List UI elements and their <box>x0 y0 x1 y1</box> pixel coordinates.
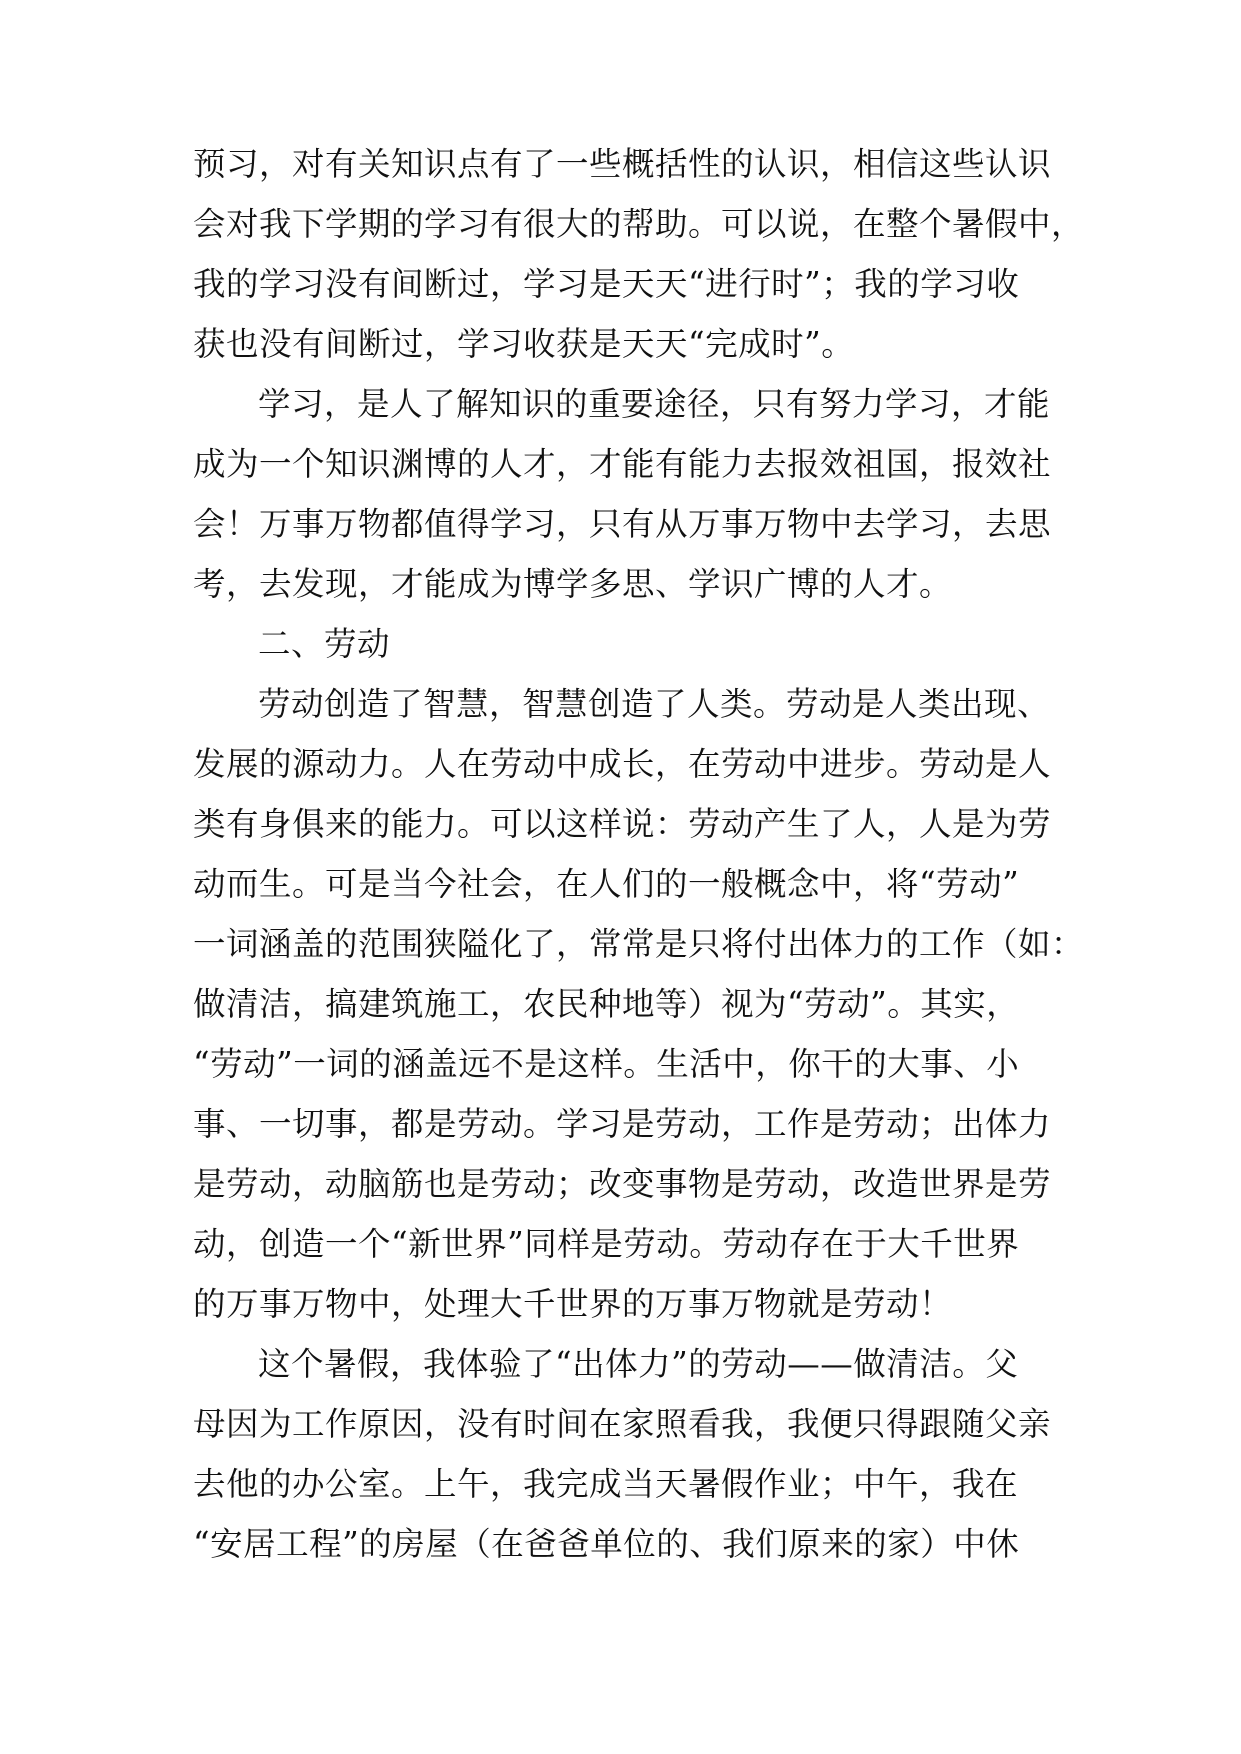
text-line: 预习，对有关知识点有了一些概括性的认识，相信这些认识 <box>193 145 1052 183</box>
text-line: 动，创造一个“新世界”同样是劳动。劳动存在于大千世界 <box>193 1225 1020 1263</box>
text-line: 考，去发现，才能成为博学多思、学识广博的人才。 <box>193 565 953 603</box>
text-line: 去他的办公室。上午，我完成当天暑假作业；中午，我在 <box>193 1465 1019 1503</box>
text-line: 会对我下学期的学习有很大的帮助。可以说，在整个暑假中， <box>193 205 1085 243</box>
text-line: “安居工程”的房屋（在爸爸单位的、我们原来的家）中休 <box>193 1525 1020 1563</box>
text-line: 学习，是人了解知识的重要途径，只有努力学习，才能 <box>258 385 1051 423</box>
text-line: 事、一切事，都是劳动。学习是劳动，工作是劳动；出体力 <box>193 1105 1052 1143</box>
text-line: 一词涵盖的范围狭隘化了，常常是只将付出体力的工作（如： <box>193 925 1085 963</box>
text-line: 做清洁，搞建筑施工，农民种地等）视为“劳动”。其实， <box>193 985 1020 1023</box>
text-line: 动而生。可是当今社会，在人们的一般概念中，将“劳动” <box>193 865 1020 903</box>
text-line: 类有身俱来的能力。可以这样说：劳动产生了人，人是为劳 <box>193 805 1052 843</box>
text-line: 获也没有间断过，学习收获是天天“完成时”。 <box>193 325 855 363</box>
text-line: 会！万事万物都值得学习，只有从万事万物中去学习，去思 <box>193 505 1052 543</box>
text-line: 这个暑假，我体验了“出体力”的劳动——做清洁。父 <box>258 1345 1019 1383</box>
text-line: 是劳动，动脑筋也是劳动；改变事物是劳动，改造世界是劳 <box>193 1165 1052 1203</box>
text-line: 母因为工作原因，没有时间在家照看我，我便只得跟随父亲 <box>193 1405 1052 1443</box>
text-line: “劳动”一词的涵盖远不是这样。生活中，你干的大事、小 <box>193 1045 1020 1083</box>
text-line: 成为一个知识渊博的人才，才能有能力去报效祖国，报效社 <box>193 445 1052 483</box>
text-line: 发展的源动力。人在劳动中成长，在劳动中进步。劳动是人 <box>193 745 1052 783</box>
section-heading: 二、劳动 <box>258 625 391 663</box>
text-line: 我的学习没有间断过，学习是天天“进行时”；我的学习收 <box>193 265 1020 303</box>
text-line: 的万事万物中，处理大千世界的万事万物就是劳动！ <box>193 1285 953 1323</box>
text-line: 劳动创造了智慧，智慧创造了人类。劳动是人类出现、 <box>258 685 1051 723</box>
